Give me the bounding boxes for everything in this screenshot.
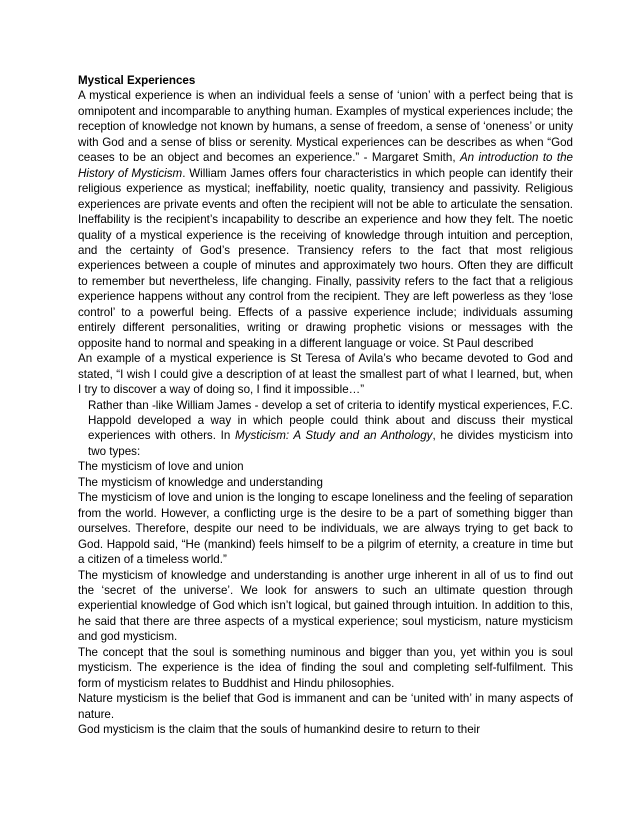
paragraph-text: , he divides mysticism into two types: [88, 429, 573, 458]
book-title: An introduction to the History of Mysticism [78, 151, 573, 180]
document-body [78, 73, 573, 737]
paragraph-mystical-experience-definition [78, 88, 573, 351]
paragraph-knowledge-and-understanding: The mysticism of knowledge and understanding is another urge inherent in all of us to find out the ‘secret of the universe’. We look for answers to such an ultimate question through experiential knowledge of God which isn’t logical, but gained through intuition. In addition to this, he said that there are three aspects of a mystical experience; soul mysticism, nature mysticism and god mysticism. [78, 568, 573, 644]
paragraph-st-teresa: An example of a mystical experience is St Teresa of Avila’s who became devoted to God and stated, “I wish I could give a description of at least the smallest part of what I learned, but, when I try to discover a way of doing so, I find it impossible…” [78, 352, 573, 397]
paragraph-nature-mysticism: Nature mysticism is the belief that God is immanent and can be ‘united with’ in many aspects of nature. [78, 692, 573, 721]
book-title: Mysticism: A Study and an Anthology [235, 429, 433, 443]
list-item: The mysticism of knowledge and understanding [78, 475, 323, 489]
paragraph-love-and-union: The mysticism of love and union is the longing to escape loneliness and the feeling of separation from the world. However, a conflicting urge is the desire to be a part of something bigger than ourselves. Therefore, despite our need to be individuals, we are always trying to get back to God. Happold said, “He (mankind) feels himself to be a pilgrim of eternity, a creature in time but a citizen of a timeless world.” [78, 491, 573, 567]
paragraph-text: A mystical experience is when an individual feels a sense of ‘union’ with a perfect being that is omnipotent and incomparable to anything human. Examples of mystical experiences include; the reception of knowledge not known by humans, a sense of freedom, a sense of ‘oneness’ or unity with God and a sense of bliss or serenity. Mystical experiences can be describes as when “God ceases to be an object and becomes an experience.” - Margaret Smith, [78, 89, 573, 165]
paragraph-text: Rather than -like William James - develop a set of criteria to identify mystical experiences, F.C. Happold developed a way in which people could think about and discuss their mystical experiences with others. In [88, 398, 573, 443]
paragraph-soul-mysticism: The concept that the soul is something numinous and bigger than you, yet within you is soul mysticism. The experience is the idea of finding the soul and completing self-fulfilment. This form of mysticism relates to Buddhist and Hindu philosophies. [78, 645, 573, 690]
list-item: The mysticism of love and union [78, 460, 244, 474]
paragraph-happold [78, 398, 573, 460]
paragraph-text: . William James offers four characteristics in which people can identify their religious experience as mystical; ineffability, noetic quality, transiency and passivity. Religious experiences are private events and often the recipient will not be able to articulate the sensation. Ineffability is the recipient’s incapability to describe an experience and how they felt. The noetic quality of a mystical experience is the receiving of knowledge through intuition and perception, and the certainty of God’s presence. Transiency refers to the fact that most religious experiences between a couple of minutes and approximately two hours. Often they are difficult to remember but nevertheless, life changing. Finally, passivity refers to the fact that a religious experience happens without any control from the recipient. They are left powerless as they ‘lose control’ to a powerful being. Effects of a passive experience include; individuals assuming entirely different personalities, writing or drawing prophetic visions or messages with the opposite hand to normal and speaking in a different language or voice. St Paul described [78, 166, 574, 350]
paragraph-god-mysticism: God mysticism is the claim that the souls of humankind desire to return to their [78, 723, 481, 737]
section-heading: Mystical Experiences [78, 74, 196, 87]
